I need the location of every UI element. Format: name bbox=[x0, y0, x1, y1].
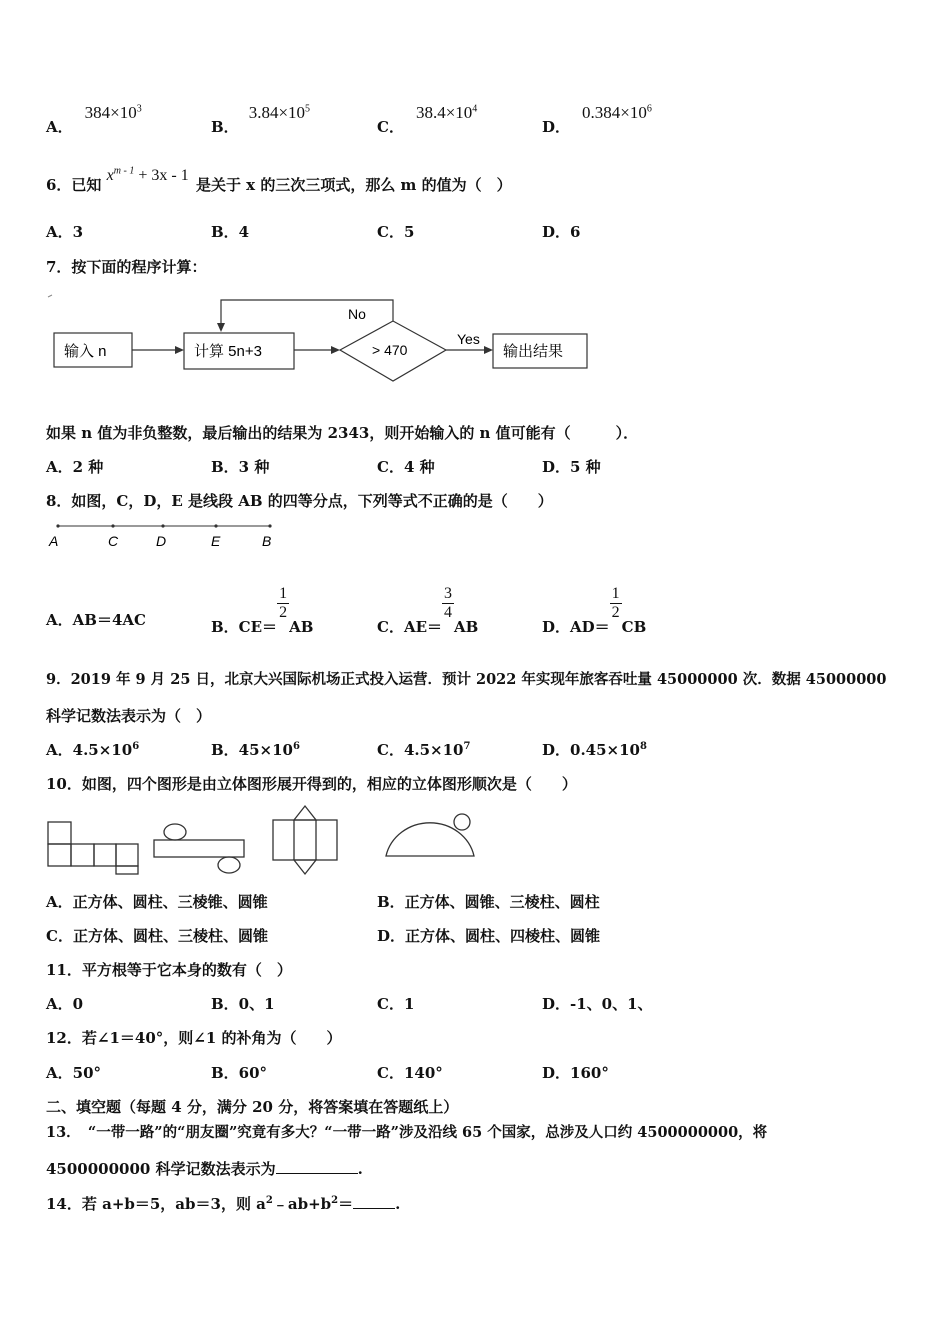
flow-no-label: No bbox=[348, 306, 366, 322]
q5-option-d[interactable]: D．$0.384\times 10^6$ bbox=[542, 103, 652, 136]
cylinder-net bbox=[154, 824, 244, 873]
q11-option-d[interactable]: D．-1、0、1、 bbox=[542, 995, 653, 1013]
q7-question: 如果 n 值为非负整数，最后输出的结果为 2343，则开始输入的 n 值可能有（ ）． bbox=[46, 424, 639, 442]
q11-option-b[interactable]: B．0、1 bbox=[211, 995, 275, 1013]
point-d-dot bbox=[161, 524, 164, 527]
point-b-dot bbox=[268, 524, 271, 527]
q11-option-c[interactable]: C．1 bbox=[377, 995, 415, 1013]
q5-option-b[interactable]: B．$3.84\times 10^5$ bbox=[211, 103, 311, 136]
q6-option-c[interactable]: C．5 bbox=[377, 223, 415, 241]
q12-stem: 12．若∠1＝40°，则∠1 的补角为（ ） bbox=[46, 1029, 342, 1047]
q9-option-d[interactable]: D．$0.45\times 10^8$ bbox=[542, 741, 647, 759]
q8-option-c[interactable]: C．AE＝ $\frac{3}{4}$ AB bbox=[377, 585, 479, 636]
q11-stem: 11．平方根等于它本身的数有（ ） bbox=[46, 961, 292, 979]
arrow-head-1 bbox=[175, 346, 184, 354]
fraction-one-half: $\frac{1}{2}$ bbox=[279, 585, 288, 621]
q7-flowchart bbox=[44, 288, 604, 388]
q7-option-a[interactable]: A．2 种 bbox=[46, 458, 104, 476]
arrow-head-3 bbox=[217, 323, 225, 332]
q13-stem-line1: 13． “一带一路”的“朋友圈”究竟有多大？“一带一路”涉及沿线 65 个国家，总涉及人口约 4500000000，将 bbox=[46, 1124, 768, 1141]
q5-option-c[interactable]: C．$38.4\times 10^4$ bbox=[377, 103, 478, 136]
cone-net bbox=[386, 814, 474, 856]
q8-option-d[interactable]: D．AD＝ $\frac{1}{2}$ CB bbox=[542, 585, 647, 636]
fraction-three-quarters: $\frac{3}{4}$ bbox=[444, 585, 453, 621]
cube-net bbox=[48, 822, 138, 874]
q7-option-d[interactable]: D．5 种 bbox=[542, 458, 601, 476]
q14-answer-blank[interactable] bbox=[353, 1194, 395, 1209]
q12-option-d[interactable]: D．160° bbox=[542, 1064, 609, 1082]
q6-option-a[interactable]: A．3 bbox=[46, 223, 84, 241]
q5-option-b-value: $3.84\times 10^5$ bbox=[248, 103, 311, 122]
q6-stem: 6．已知 $x^{m - 1} + 3x - 1$ 是关于 x 的三次三项式，那么 m 的值为（ ） bbox=[46, 165, 512, 194]
q8-stem: 8．如图，C，D，E 是线段 AB 的四等分点，下列等式不正确的是（ ） bbox=[46, 492, 553, 510]
q6-option-d[interactable]: D．6 bbox=[542, 223, 581, 241]
point-e-dot bbox=[214, 524, 217, 527]
flow-input-label: 输入 n bbox=[64, 343, 107, 360]
q8-line-segment-figure bbox=[44, 518, 284, 554]
point-a-label: A bbox=[49, 533, 59, 549]
q10-stem: 10．如图，四个图形是由立体图形展开得到的，相应的立体图形顺次是（ ） bbox=[46, 775, 577, 793]
point-c-dot bbox=[111, 524, 114, 527]
q5-option-a-value: $384\times 10^3$ bbox=[84, 103, 142, 122]
q5-option-a[interactable]: A．$384\times 10^3$ bbox=[46, 103, 142, 136]
q6-option-b[interactable]: B．4 bbox=[211, 223, 250, 241]
q9-option-a[interactable]: A．$4.5\times 10^6$ bbox=[46, 741, 140, 759]
scan-mark bbox=[48, 295, 52, 297]
q12-option-c[interactable]: C．140° bbox=[377, 1064, 443, 1082]
q7-option-c[interactable]: C．4 种 bbox=[377, 458, 435, 476]
point-c-label: C bbox=[108, 533, 119, 549]
q9-stem-line2: 科学记数法表示为（ ） bbox=[46, 707, 212, 725]
q8-option-a[interactable]: A．AB＝4AC bbox=[46, 611, 146, 629]
q13-stem-line2: 4500000000 科学记数法表示为 . bbox=[46, 1160, 363, 1178]
q5-option-c-value: $38.4\times 10^4$ bbox=[415, 103, 478, 122]
q9-stem-line1: 9．2019 年 9 月 25 日，北京大兴国际机场正式投入运营．预计 2022 年实现年旅客吞吐量 45000000 次．数据 45000000 bbox=[46, 671, 887, 688]
q13-answer-blank[interactable] bbox=[276, 1159, 358, 1174]
flow-yes-label: Yes bbox=[457, 331, 480, 347]
q8-option-b[interactable]: B．CE＝ $\frac{1}{2}$ AB bbox=[211, 585, 314, 636]
point-b-label: B bbox=[262, 533, 272, 549]
arrow-head-4 bbox=[484, 346, 493, 354]
q10-option-a[interactable]: A．正方体、圆柱、三棱锥、圆锥 bbox=[46, 893, 268, 911]
q12-option-b[interactable]: B．60° bbox=[211, 1064, 268, 1082]
prism-net bbox=[273, 806, 337, 874]
q10-option-c[interactable]: C．正方体、圆柱、三棱柱、圆锥 bbox=[46, 927, 268, 945]
q12-option-a[interactable]: A．50° bbox=[46, 1064, 102, 1082]
flow-no-loop bbox=[221, 300, 393, 325]
q7-stem: 7．按下面的程序计算： bbox=[46, 258, 207, 276]
flow-calc-label: 计算 5n+3 bbox=[194, 343, 262, 360]
point-a-dot bbox=[56, 524, 59, 527]
q14-stem: 14．若 a+b＝5，ab＝3，则 $a^2﹣ab+b^2=$ . bbox=[46, 1195, 401, 1213]
flow-output-label: 输出结果 bbox=[503, 343, 564, 360]
q11-option-a[interactable]: A．0 bbox=[46, 995, 84, 1013]
q10-nets-figure bbox=[44, 800, 484, 880]
q7-option-b[interactable]: B．3 种 bbox=[211, 458, 270, 476]
fraction-one-half-d: $\frac{1}{2}$ bbox=[611, 585, 620, 621]
q10-option-b[interactable]: B．正方体、圆锥、三棱柱、圆柱 bbox=[377, 893, 600, 911]
q10-option-d[interactable]: D．正方体、圆柱、四棱柱、圆锥 bbox=[377, 927, 601, 945]
q9-option-c[interactable]: C．$4.5\times 10^7$ bbox=[377, 741, 471, 759]
point-e-label: E bbox=[211, 533, 221, 549]
point-d-label: D bbox=[156, 533, 167, 549]
flow-condition-label: > 470 bbox=[372, 342, 408, 358]
q5-option-d-value: $0.384\times 10^6$ bbox=[582, 103, 652, 122]
section-2-title: 二、填空题（每题 4 分，满分 20 分，将答案填在答题纸上） bbox=[46, 1098, 459, 1116]
q9-option-b[interactable]: B．$45\times 10^6$ bbox=[211, 741, 300, 759]
q6-expression: $x^{m - 1} + 3x - 1$ bbox=[106, 165, 189, 184]
arrow-head-2 bbox=[331, 346, 340, 354]
